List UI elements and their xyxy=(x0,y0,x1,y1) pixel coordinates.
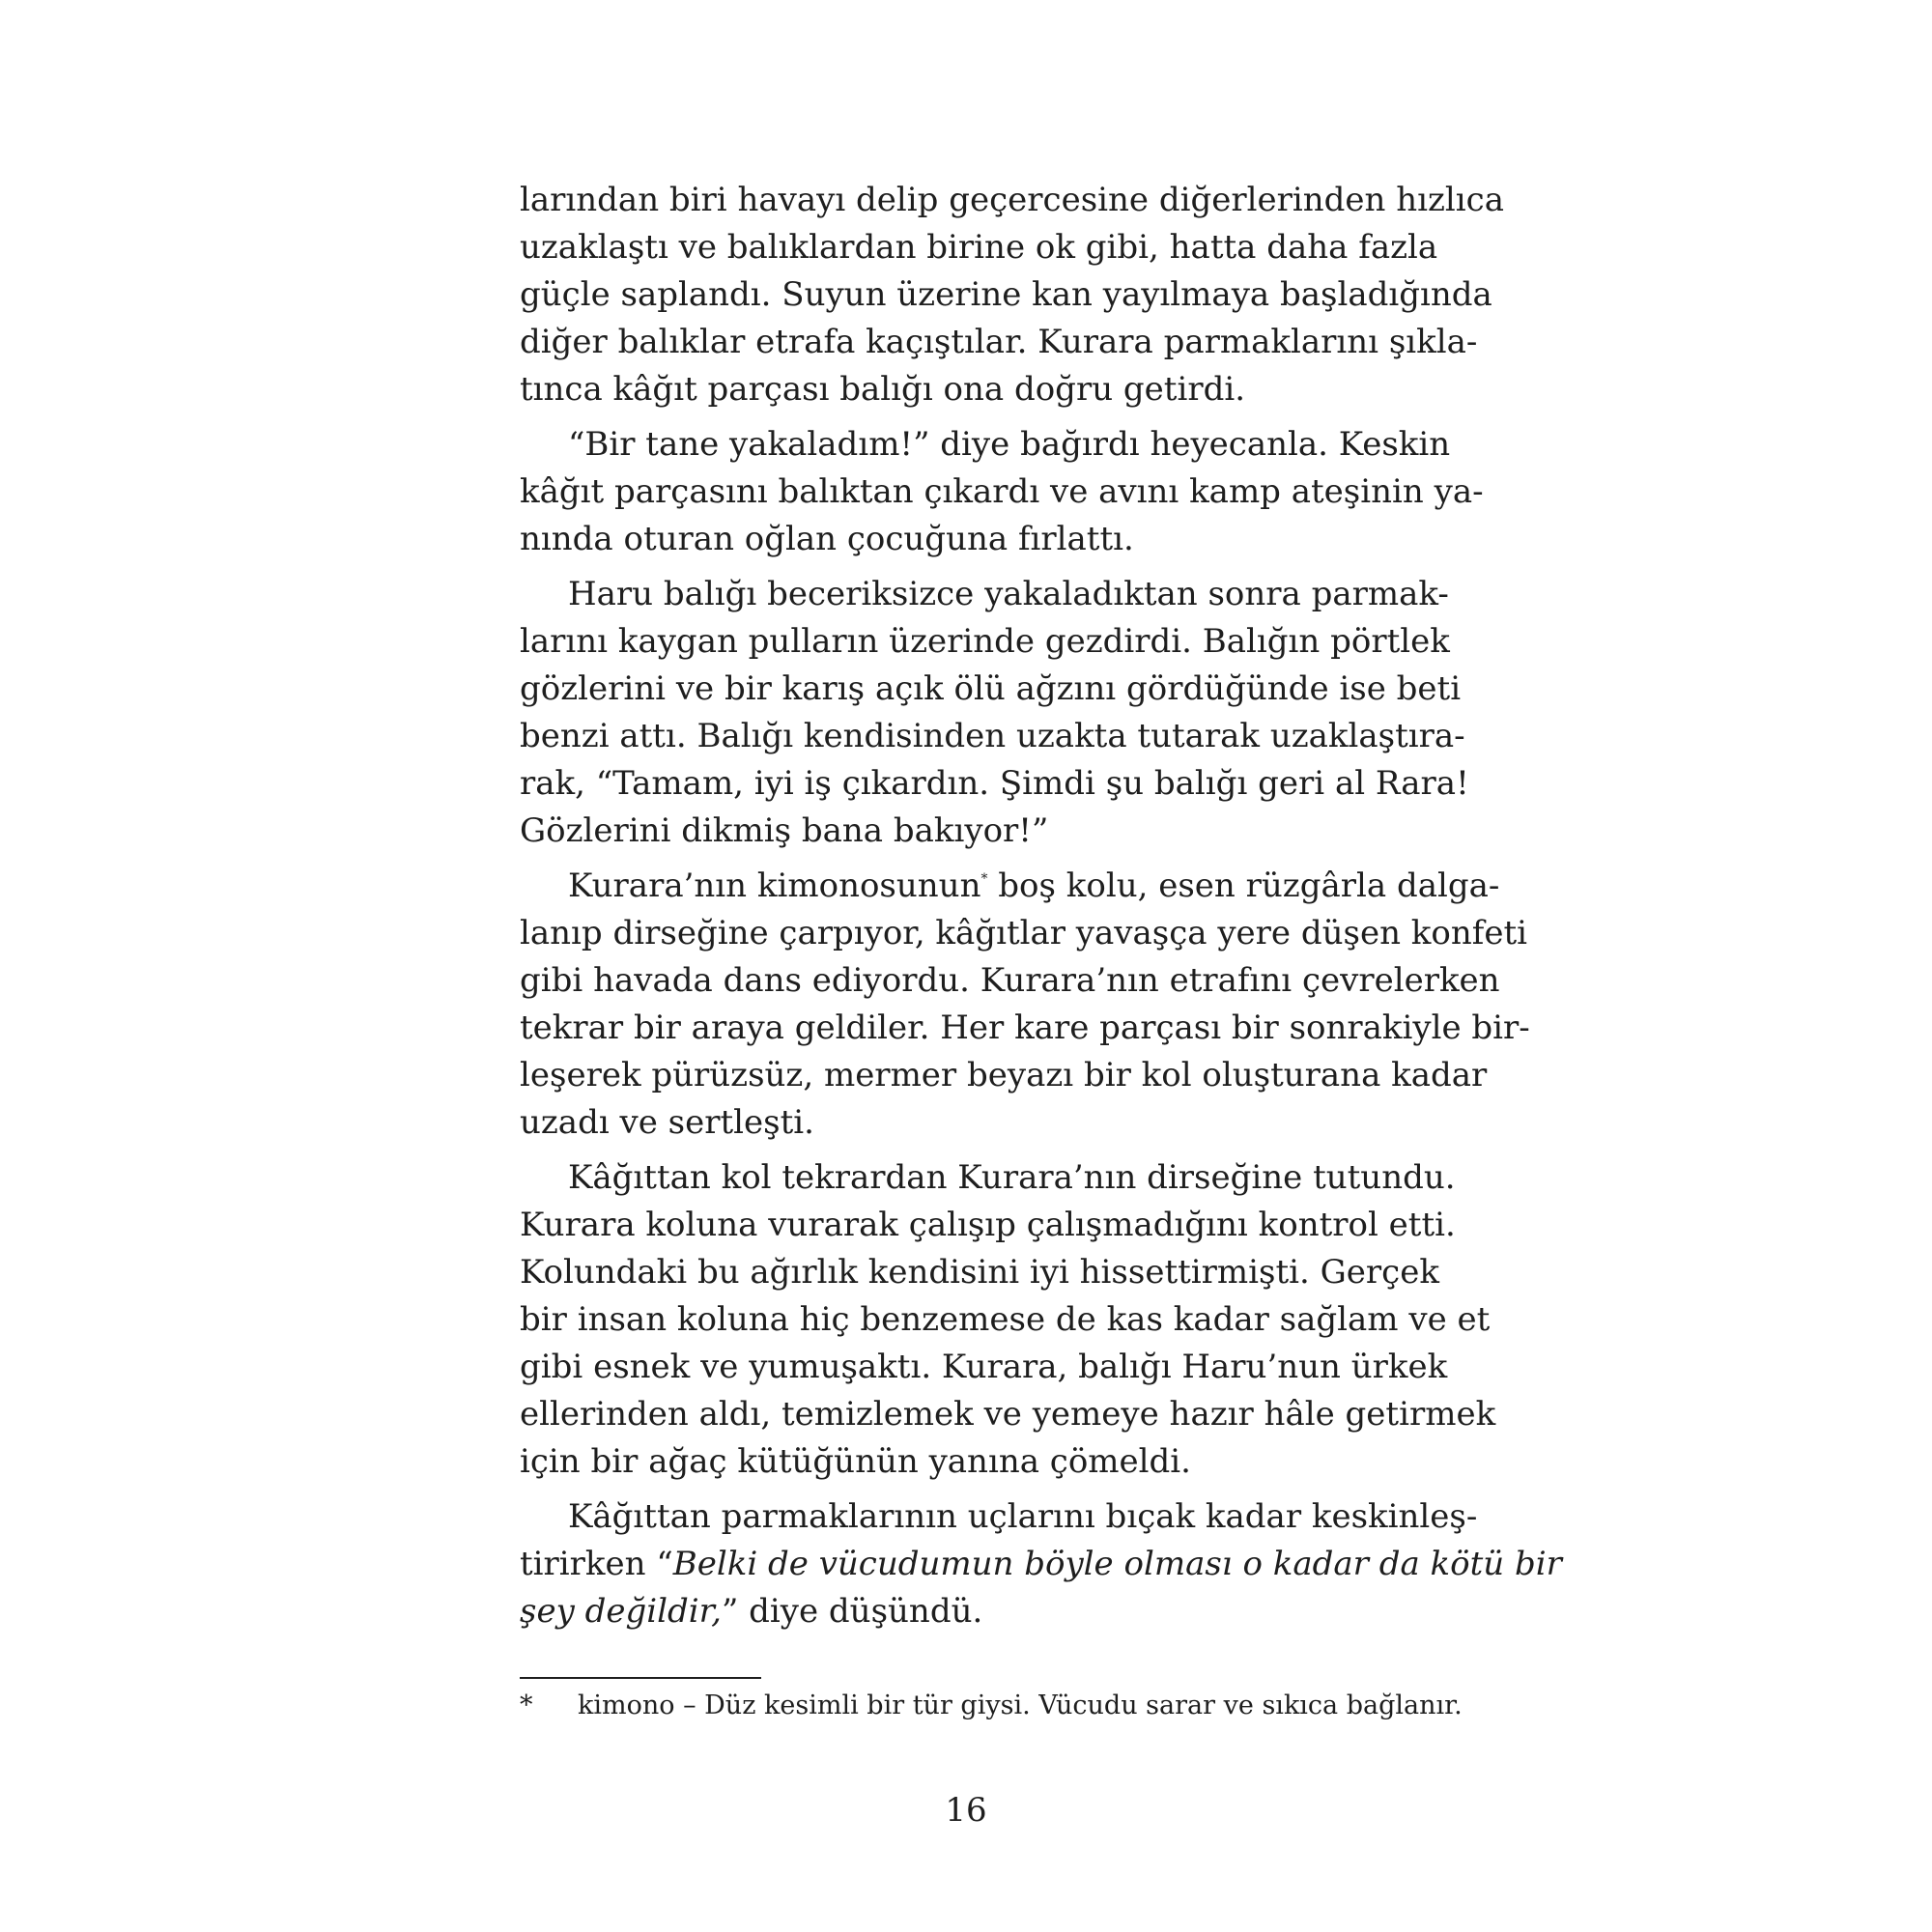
text-line: tınca kâğıt parçası balığı ona doğru getirdi. xyxy=(520,370,1246,409)
text-line: Kolundaki bu ağırlık kendisini iyi hissettirmişti. Gerçek xyxy=(520,1253,1439,1292)
text-line: Haru balığı beceriksizce yakaladıktan sonra parmak- xyxy=(568,575,1449,613)
footnote-reference: * xyxy=(980,871,988,887)
text-line: ellerinden aldı, temizlemek ve yemeye hazır hâle getirmek xyxy=(520,1395,1496,1434)
text-line: lanıp dirseğine çarpıyor, kâğıtlar yavaşça yere düşen konfeti xyxy=(520,914,1527,952)
text-line: gibi esnek ve yumuşaktı. Kurara, balığı Haru’nun ürkek xyxy=(520,1348,1448,1386)
text-line: Gözlerini dikmiş bana bakıyor!” xyxy=(520,811,1049,850)
footnote xyxy=(520,1689,1463,1723)
footnote-text: kimono – Düz kesimli bir tür giysi. Vücudu sarar ve sıkıca bağlanır. xyxy=(578,1690,1463,1720)
text-line: “Bir tane yakaladım!” diye bağırdı heyecanla. Keskin xyxy=(568,425,1451,464)
text-span: ” diye düşündü. xyxy=(721,1592,983,1631)
paragraph-6 xyxy=(520,1493,1562,1635)
paragraph-3 xyxy=(520,571,1469,855)
paragraph-1 xyxy=(520,177,1504,413)
text-line: uzadı ve sertleşti. xyxy=(520,1103,814,1142)
footnote-separator xyxy=(520,1677,761,1679)
text-line xyxy=(520,1588,1420,1635)
text-span: boş kolu, esen rüzgârla dalga- xyxy=(987,867,1500,905)
italic-thought: şey değildir, xyxy=(520,1592,722,1631)
text-line: Kurara koluna vurarak çalışıp çalışmadığını kontrol etti. xyxy=(520,1206,1456,1244)
text-line: larından biri havayı delip geçercesine diğerlerinden hızlıca xyxy=(520,181,1504,219)
text-line: nında oturan oğlan çocuğuna fırlattı. xyxy=(520,520,1134,558)
paragraph-2 xyxy=(520,421,1484,563)
text-span: tirirken “ xyxy=(520,1545,673,1583)
text-line: larını kaygan pulların üzerinde gezdirdi. Balığın pörtlek xyxy=(520,622,1450,661)
paragraph-4 xyxy=(520,863,1530,1147)
text-line: tekrar bir araya geldiler. Her kare parçası bir sonrakiyle bir- xyxy=(520,1009,1530,1047)
text-line xyxy=(520,863,1500,910)
footnote-marker: * xyxy=(520,1690,533,1720)
page-number: 16 xyxy=(945,1791,987,1830)
text-line: benzi attı. Balığı kendisinden uzakta tutarak uzaklaştıra- xyxy=(520,717,1465,755)
text-line: Kâğıttan kol tekrardan Kurara’nın dirseğine tutundu. xyxy=(568,1158,1456,1197)
text-line: güçle saplandı. Suyun üzerine kan yayılmaya başladığında xyxy=(520,275,1492,314)
text-line: rak, “Tamam, iyi iş çıkardın. Şimdi şu balığı geri al Rara! xyxy=(520,764,1469,803)
text-line: bir insan koluna hiç benzemese de kas kadar sağlam ve et xyxy=(520,1300,1491,1339)
text-line: diğer balıklar etrafa kaçıştılar. Kurara parmaklarını şıkla- xyxy=(520,323,1478,361)
text-line: Kâğıttan parmaklarının uçlarını bıçak kadar keskinleş- xyxy=(568,1497,1478,1536)
body-text xyxy=(520,177,1562,1635)
text-line: uzaklaştı ve balıklardan birine ok gibi, hatta daha fazla xyxy=(520,228,1438,267)
text-line: leşerek pürüzsüz, mermer beyazı bir kol oluşturana kadar xyxy=(520,1056,1488,1094)
text-line xyxy=(520,1541,1562,1588)
italic-thought: Belki de vücudumun böyle olması o kadar da kötü bir xyxy=(672,1545,1562,1583)
text-line: gibi havada dans ediyordu. Kurara’nın etrafını çevrelerken xyxy=(520,961,1500,1000)
text-span: Kurara’nın kimonosunun xyxy=(568,867,981,905)
text-line: kâğıt parçasını balıktan çıkardı ve avını kamp ateşinin ya- xyxy=(520,472,1484,511)
text-line: gözlerini ve bir karış açık ölü ağzını gördüğünde ise beti xyxy=(520,669,1462,708)
text-line: için bir ağaç kütüğünün yanına çömeldi. xyxy=(520,1442,1191,1481)
paragraph-5 xyxy=(520,1154,1496,1486)
